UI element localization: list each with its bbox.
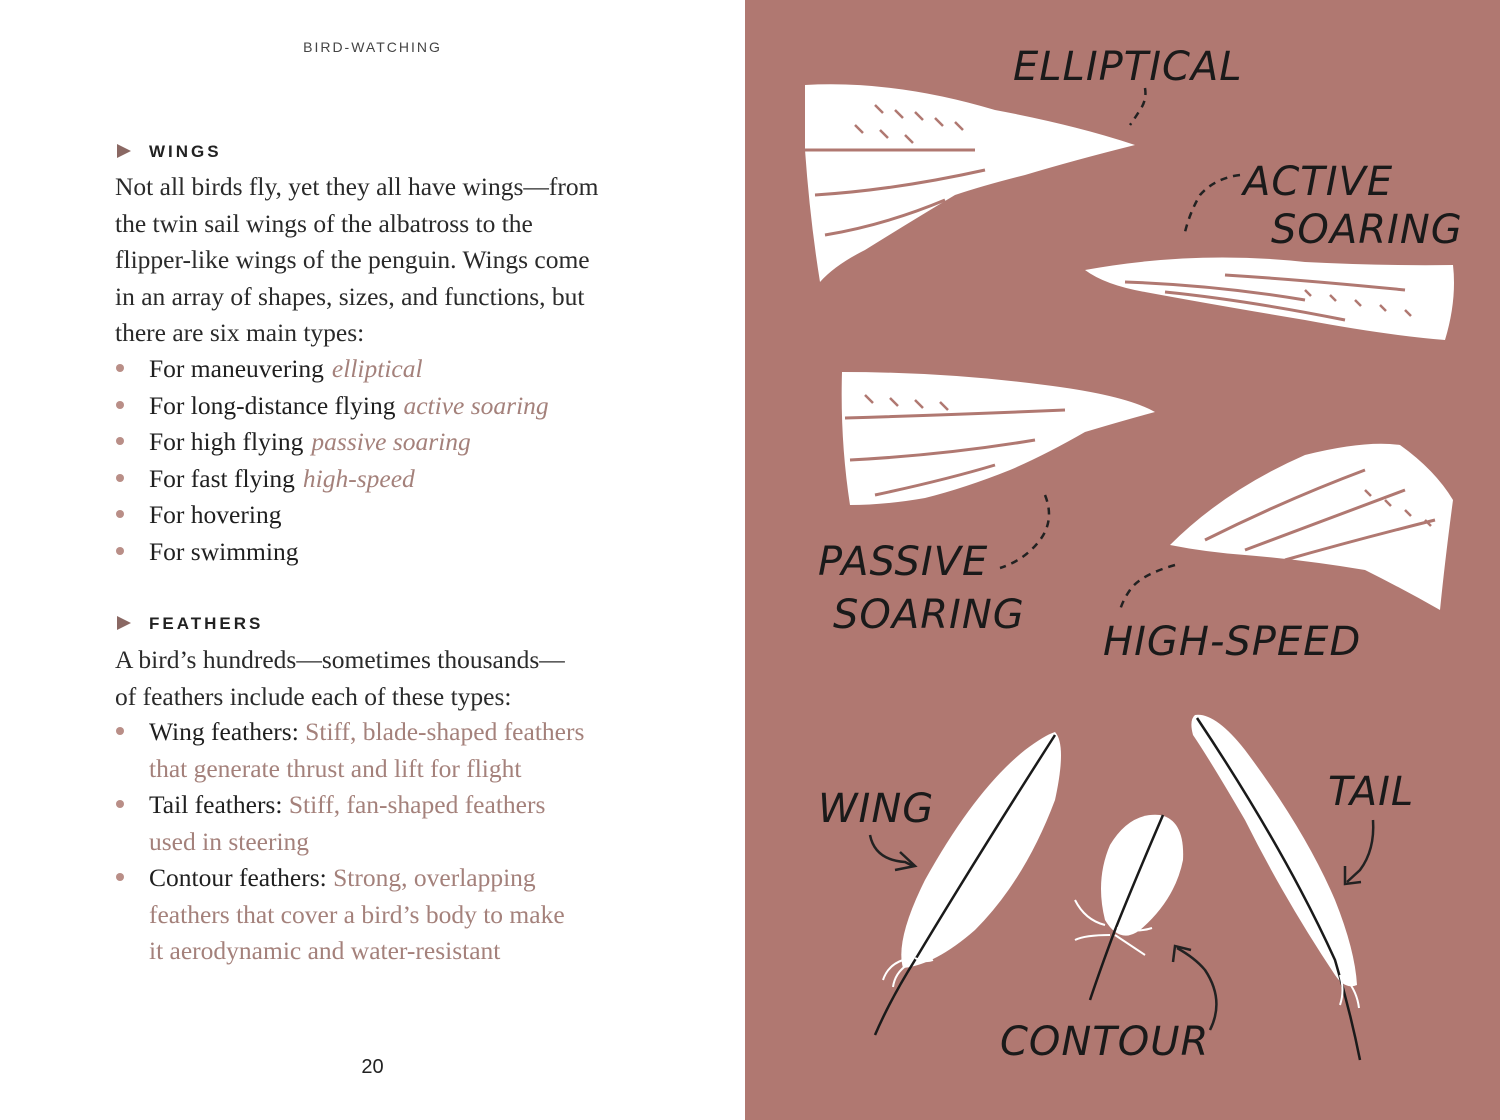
contour-feather-icon xyxy=(1075,815,1183,1000)
wing-type-name: active soaring xyxy=(403,390,549,420)
feather-type-item: Tail feathers: Stiff, fan-shaped feathers used in steering xyxy=(115,787,584,860)
passive-soaring-wing-icon xyxy=(842,372,1155,505)
feather-type-desc-line: that generate thrust and lift for flight xyxy=(149,753,522,783)
wings-intro-line: Not all birds fly, yet they all have wings—from xyxy=(115,172,599,201)
wing-type-item xyxy=(115,388,549,425)
wings-heading xyxy=(117,142,222,164)
wing-type-use: For long-distance flying xyxy=(149,390,396,420)
wing-types-list xyxy=(115,351,549,570)
wing-type-use: For swimming xyxy=(149,536,299,566)
feather-type-item: Contour feathers: Strong, overlapping feathers that cover a bird’s body to make it aerodynamic and water-resistant xyxy=(115,860,584,970)
feathers-intro xyxy=(115,642,655,715)
feather-types-list xyxy=(115,714,584,970)
wing-type-item xyxy=(115,461,549,498)
feather-type-desc: Stiff, fan-shaped feathers xyxy=(288,790,546,819)
feather-type-name: Contour feathers xyxy=(149,863,320,892)
left-page xyxy=(0,0,745,1120)
page-number: 20 xyxy=(361,1056,384,1078)
wing-and-feather-illustration xyxy=(745,0,1500,1120)
feather-type-desc-line: feathers that cover a bird’s body to make xyxy=(149,899,565,929)
wings-intro-line: there are six main types: xyxy=(115,318,365,347)
wings-intro xyxy=(115,169,655,352)
label-contour-feather: CONTOUR xyxy=(1000,1019,1210,1065)
feather-type-item: Wing feathers: Stiff, blade-shaped feathers that generate thrust and lift for flight xyxy=(115,714,584,787)
wing-type-name: high-speed xyxy=(302,463,415,493)
label-active: ACTIVE xyxy=(1243,159,1394,205)
label-high-speed: HIGH-SPEED xyxy=(1103,619,1362,665)
triangle-bullet-icon xyxy=(117,616,131,630)
wing-type-use: For maneuvering xyxy=(149,354,324,383)
label-active-soaring: SOARING xyxy=(1271,207,1463,253)
feathers-intro-line: of feathers include each of these types: xyxy=(115,681,512,711)
wings-intro-line: the twin sail wings of the albatross to the xyxy=(115,208,533,238)
elliptical-wing-icon xyxy=(805,84,1135,282)
wing-type-item xyxy=(115,497,549,534)
wing-type-item xyxy=(115,534,549,571)
label-wing-feather: WING xyxy=(818,786,935,832)
label-tail-feather: TAIL xyxy=(1328,769,1415,815)
wings-heading-text: WINGS xyxy=(149,142,222,161)
wings-intro-line: flipper-like wings of the penguin. Wings come xyxy=(115,245,590,274)
wing-type-item xyxy=(115,424,549,461)
feathers-intro-line: A bird’s hundreds—sometimes thousands— xyxy=(115,645,565,674)
feather-type-name: Tail feathers xyxy=(149,790,276,819)
wing-type-use: For high flying xyxy=(149,427,304,456)
feather-type-name: Wing feathers xyxy=(149,717,292,746)
feather-type-desc: Strong, overlapping xyxy=(333,863,536,892)
wing-type-item xyxy=(115,351,549,388)
wing-type-name: passive soaring xyxy=(311,427,471,456)
label-passive-soaring: SOARING xyxy=(833,592,1025,638)
label-elliptical: ELLIPTICAL xyxy=(1013,44,1243,90)
wings-intro-line: in an array of shapes, sizes, and functions, but xyxy=(115,281,585,311)
illustration-page xyxy=(745,0,1500,1120)
wing-feather-icon xyxy=(875,732,1061,1035)
feather-type-desc-line: used in steering xyxy=(149,826,310,856)
feather-type-desc-line: it aerodynamic and water-resistant xyxy=(149,936,501,965)
wing-type-use: For fast flying xyxy=(149,463,295,493)
label-passive: PASSIVE xyxy=(818,539,989,585)
feather-type-desc: Stiff, blade-shaped feathers xyxy=(305,717,585,746)
feathers-heading-text: FEATHERS xyxy=(149,614,264,633)
active-soaring-wing-icon xyxy=(1085,258,1454,341)
high-speed-wing-icon xyxy=(1170,444,1453,610)
running-head: BIRD-WATCHING xyxy=(303,39,442,55)
feathers-heading xyxy=(117,614,263,636)
wing-type-use: For hovering xyxy=(149,500,282,529)
wing-type-name: elliptical xyxy=(331,354,423,383)
triangle-bullet-icon xyxy=(117,144,131,158)
